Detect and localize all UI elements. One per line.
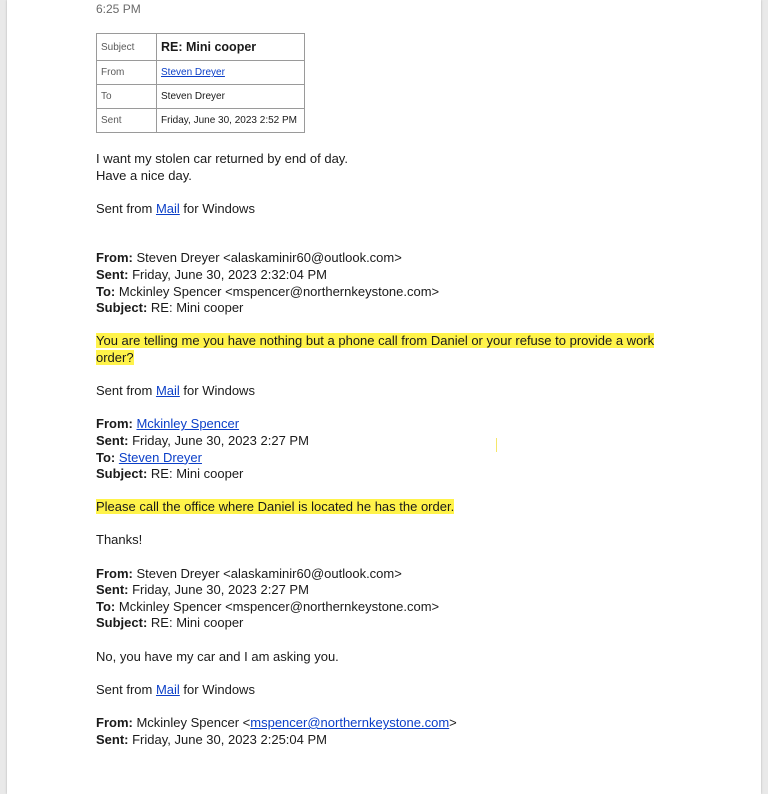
quoted-from: From: Steven Dreyer <alaskaminir60@outlook.com> xyxy=(96,250,402,266)
quoted-to: To: Steven Dreyer xyxy=(96,449,202,465)
quoted-from: From: Mckinley Spencer <mspencer@northernkeystone.com> xyxy=(96,715,457,730)
quoted-subject: Subject: RE: Mini cooper xyxy=(96,300,244,316)
quoted-sent: Sent: Friday, June 30, 2023 2:27 PM xyxy=(96,582,309,598)
timestamp: 6:25 PM xyxy=(96,2,141,16)
mail-link[interactable]: Mail xyxy=(155,383,180,399)
quoted-subject: Subject: RE: Mini cooper xyxy=(96,466,244,482)
email-link[interactable]: mspencer@northernkeystone.com xyxy=(250,715,450,730)
subject-label: Subject xyxy=(97,34,157,61)
to-label: To xyxy=(97,85,157,109)
message-line: I want my stolen car returned by end of day. xyxy=(96,151,348,166)
quoted-to: To: Mckinley Spencer <mspencer@northernkeystone.com> xyxy=(96,598,440,614)
thanks-line: Thanks! xyxy=(96,532,143,548)
quoted-sent: Sent: Friday, June 30, 2023 2:27 PM xyxy=(96,432,309,448)
email-body xyxy=(96,151,666,748)
to-value: Steven Dreyer xyxy=(157,85,305,109)
email-page xyxy=(7,0,761,794)
sent-from-line: Sent from Mail for Windows xyxy=(96,200,255,216)
sent-label: Sent xyxy=(97,109,157,133)
mail-link[interactable]: Mail xyxy=(155,681,180,697)
sent-from-line: Sent from Mail for Windows xyxy=(96,681,255,697)
to-link[interactable]: Steven Dreyer xyxy=(118,449,202,465)
from-link[interactable]: Steven Dreyer xyxy=(161,67,225,78)
sent-value: Friday, June 30, 2023 2:52 PM xyxy=(157,109,305,133)
message-line: No, you have my car and I am asking you. xyxy=(96,648,339,664)
quoted-sent: Sent: Friday, June 30, 2023 2:32:04 PM xyxy=(96,266,327,282)
quoted-subject: Subject: RE: Mini cooper xyxy=(96,615,244,631)
quoted-from: From: Steven Dreyer <alaskaminir60@outlook.com> xyxy=(96,565,402,581)
quoted-from: From: Mckinley Spencer xyxy=(96,416,240,432)
quoted-to: To: Mckinley Spencer <mspencer@northernkeystone.com> xyxy=(96,283,440,299)
quoted-sent: Sent: Friday, June 30, 2023 2:25:04 PM xyxy=(96,731,327,747)
highlighted-message: Please call the office where Daniel is located he has the order. xyxy=(96,499,455,515)
message-line: Have a nice day. xyxy=(96,167,192,183)
highlighted-message: You are telling me you have nothing but a phone call from Daniel or your refuse to provide a work order? xyxy=(96,333,655,365)
from-link[interactable]: Mckinley Spencer xyxy=(136,416,240,432)
message-header-table xyxy=(96,33,305,133)
mail-link[interactable]: Mail xyxy=(155,200,180,216)
highlight-mark xyxy=(496,438,497,452)
subject-value: RE: Mini cooper xyxy=(157,34,305,61)
from-label: From xyxy=(97,61,157,85)
sent-from-line: Sent from Mail for Windows xyxy=(96,383,255,399)
